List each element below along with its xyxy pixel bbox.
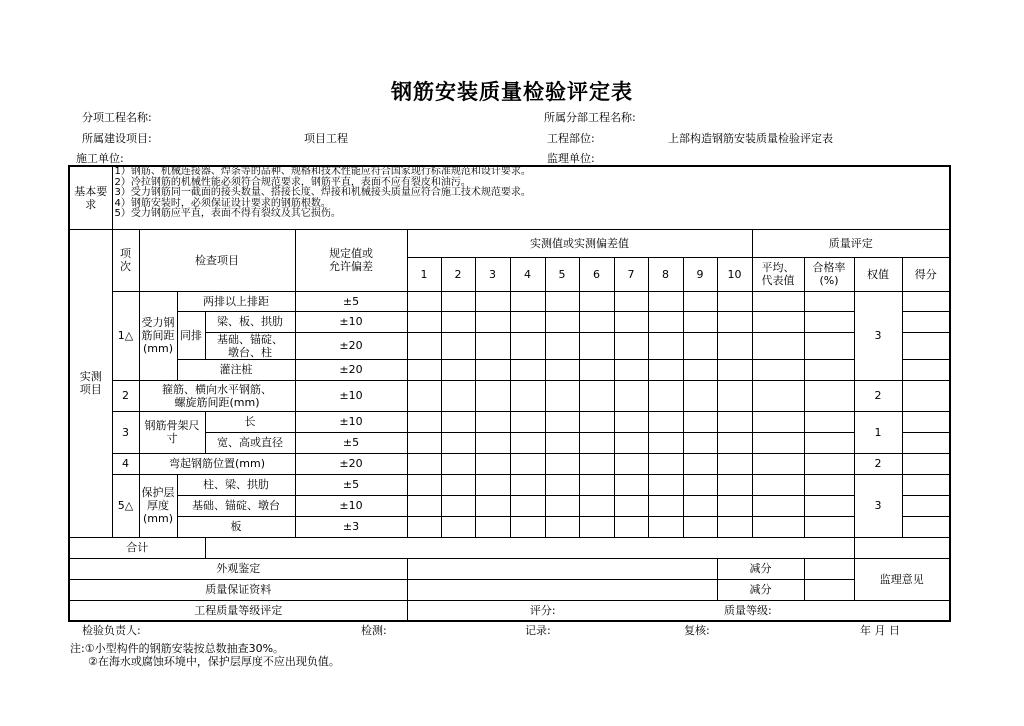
cell[interactable]: [902, 411, 950, 432]
item-1b-tolerance: ±10: [295, 311, 407, 332]
cell[interactable]: [475, 474, 510, 495]
requirement-4: 4）钢筋安装时，必须保证设计要求的钢筋根数。: [114, 197, 331, 209]
cell[interactable]: [579, 291, 614, 311]
cell[interactable]: [804, 516, 854, 537]
cell[interactable]: [804, 291, 854, 311]
cell[interactable]: [717, 332, 752, 359]
same-row-label: 同排: [177, 311, 205, 359]
cell[interactable]: [510, 411, 545, 432]
cell[interactable]: [683, 495, 717, 516]
requirement-2: 2）冷拉钢筋的机械性能必须符合规范要求，钢筋平直，表面不应有裂皮和油污。: [114, 176, 471, 188]
cell[interactable]: [579, 453, 614, 474]
supervision-label: 监理意见: [854, 558, 950, 600]
cell[interactable]: [717, 474, 752, 495]
cell[interactable]: [475, 432, 510, 453]
grade-label: 质量等级:: [724, 603, 772, 617]
cell[interactable]: [804, 359, 854, 380]
cell[interactable]: [614, 411, 648, 432]
cell[interactable]: [510, 453, 545, 474]
average-header: 平均、 代表值: [752, 257, 804, 291]
cell[interactable]: [683, 359, 717, 380]
item-1d-label: 灌注桩: [177, 359, 295, 380]
cell[interactable]: [648, 474, 683, 495]
cell[interactable]: [902, 291, 950, 311]
quality-docs-value[interactable]: [407, 579, 717, 600]
note-2: ②在海水或腐蚀环境中，保护层厚度不应出现负值。: [88, 655, 340, 668]
item-1a-tolerance: ±5: [295, 291, 407, 311]
contractor-label: 施工单位:: [76, 152, 124, 165]
cell[interactable]: [614, 453, 648, 474]
cell[interactable]: [475, 411, 510, 432]
measure-col-5: 5: [545, 257, 579, 291]
item-no-header: 项 次: [112, 229, 139, 291]
inspector-label: 检验负责人:: [82, 624, 141, 637]
item-5a-label: 柱、梁、拱肋: [177, 474, 295, 495]
item-4-weight: 2: [854, 453, 902, 474]
cell[interactable]: [579, 474, 614, 495]
measured-values-header: 实测值或实测偏差值: [407, 229, 752, 257]
cell[interactable]: [902, 495, 950, 516]
sub-project-label: 分项工程名称:: [82, 111, 152, 124]
score-label: 评分:: [529, 603, 556, 617]
note-1: 注:①小型构件的钢筋安装按总数抽查30%。: [70, 642, 285, 655]
cell[interactable]: [475, 359, 510, 380]
cell[interactable]: [407, 380, 441, 411]
basic-requirements-label: 基本要求: [69, 166, 112, 229]
cell[interactable]: [545, 495, 579, 516]
measure-col-6: 6: [579, 257, 614, 291]
cell[interactable]: [441, 332, 475, 359]
cell[interactable]: [441, 474, 475, 495]
cell[interactable]: [614, 332, 648, 359]
cell[interactable]: [902, 311, 950, 332]
cell[interactable]: [441, 411, 475, 432]
cell[interactable]: [441, 516, 475, 537]
cell[interactable]: [475, 516, 510, 537]
cell[interactable]: [545, 432, 579, 453]
cell[interactable]: [683, 311, 717, 332]
cell[interactable]: [752, 380, 804, 411]
cell[interactable]: [614, 495, 648, 516]
cell[interactable]: [717, 495, 752, 516]
cell[interactable]: [510, 380, 545, 411]
cell[interactable]: [614, 359, 648, 380]
item-2-no: 2: [112, 380, 139, 411]
item-3b-tolerance: ±5: [295, 432, 407, 453]
cell[interactable]: [545, 453, 579, 474]
measure-col-4: 4: [510, 257, 545, 291]
pass-rate-header: 合格率 (%): [804, 257, 854, 291]
cell[interactable]: [407, 432, 441, 453]
quality-assessment-header: 质量评定: [752, 229, 950, 257]
cell[interactable]: [579, 516, 614, 537]
cell[interactable]: [545, 380, 579, 411]
cell[interactable]: [510, 432, 545, 453]
item-3-weight: 1: [854, 411, 902, 453]
cell[interactable]: [648, 411, 683, 432]
cell[interactable]: [441, 311, 475, 332]
cell[interactable]: [579, 332, 614, 359]
item-5a-tolerance: ±5: [295, 474, 407, 495]
requirement-3: 3）受力钢筋同一截面的接头数量、搭接长度、焊接和机械接头质量应符合施工技术规范要求。: [114, 187, 531, 198]
cell[interactable]: [683, 453, 717, 474]
item-1-group: 受力钢 筋间距 (mm): [139, 291, 177, 380]
cell[interactable]: [683, 474, 717, 495]
cell[interactable]: [804, 474, 854, 495]
cell[interactable]: [683, 332, 717, 359]
cell[interactable]: [579, 432, 614, 453]
cell[interactable]: [648, 311, 683, 332]
item-5-no: 5△: [112, 474, 139, 537]
grade-evaluation-label: 工程质量等级评定: [69, 600, 407, 621]
cell[interactable]: [545, 291, 579, 311]
cell[interactable]: [545, 332, 579, 359]
item-1c-tolerance: ±20: [295, 332, 407, 359]
total-label: 合计: [69, 537, 205, 558]
measure-col-2: 2: [441, 257, 475, 291]
cell[interactable]: [475, 380, 510, 411]
cell[interactable]: [407, 332, 441, 359]
item-2-tolerance: ±10: [295, 380, 407, 411]
cell[interactable]: [648, 453, 683, 474]
cell[interactable]: [441, 495, 475, 516]
cell[interactable]: [614, 474, 648, 495]
reviewer-label: 复核:: [684, 624, 710, 637]
cell[interactable]: [804, 432, 854, 453]
construction-project-value: 项目工程: [304, 132, 348, 145]
cell[interactable]: [510, 474, 545, 495]
cell[interactable]: [441, 380, 475, 411]
measure-col-10: 10: [717, 257, 752, 291]
total-cell[interactable]: [205, 537, 854, 558]
cell[interactable]: [752, 453, 804, 474]
tolerance-header: 规定值或 允许偏差: [295, 229, 407, 291]
cell[interactable]: [407, 516, 441, 537]
cell[interactable]: [752, 495, 804, 516]
cell[interactable]: [683, 380, 717, 411]
item-1-no: 1△: [112, 291, 139, 380]
recorder-label: 记录:: [525, 624, 551, 637]
location-value: 上部构造钢筋安装质量检验评定表: [668, 132, 833, 145]
cell[interactable]: [752, 359, 804, 380]
cell[interactable]: [648, 332, 683, 359]
item-5c-tolerance: ±3: [295, 516, 407, 537]
cell[interactable]: [752, 291, 804, 311]
cell[interactable]: [648, 495, 683, 516]
cell[interactable]: [752, 332, 804, 359]
cell[interactable]: [683, 291, 717, 311]
cell[interactable]: [510, 311, 545, 332]
item-1d-tolerance: ±20: [295, 359, 407, 380]
cell[interactable]: [648, 516, 683, 537]
cell[interactable]: [752, 432, 804, 453]
measure-col-7: 7: [614, 257, 648, 291]
measure-col-9: 9: [683, 257, 717, 291]
cell[interactable]: [752, 516, 804, 537]
cell[interactable]: [804, 411, 854, 432]
cell[interactable]: [804, 332, 854, 359]
cell[interactable]: [510, 495, 545, 516]
measured-items-label: 实测 项目: [69, 229, 112, 537]
tester-label: 检测:: [361, 624, 387, 637]
cell[interactable]: [545, 311, 579, 332]
cell[interactable]: [717, 359, 752, 380]
deduct-2-value[interactable]: [804, 579, 854, 600]
measure-col-8: 8: [648, 257, 683, 291]
appearance-label: 外观鉴定: [69, 558, 407, 579]
cell[interactable]: [648, 380, 683, 411]
item-3-no: 3: [112, 411, 139, 453]
deduct-1-label: 减分: [717, 558, 804, 579]
cell[interactable]: [614, 380, 648, 411]
cell[interactable]: [407, 453, 441, 474]
cell[interactable]: [579, 359, 614, 380]
check-item-header: 检查项目: [139, 229, 295, 291]
cell[interactable]: [579, 311, 614, 332]
cell[interactable]: [475, 332, 510, 359]
item-1a-label: 两排以上排距: [177, 291, 295, 311]
cell[interactable]: [683, 411, 717, 432]
cell[interactable]: [614, 516, 648, 537]
item-3a-label: 长: [205, 411, 295, 432]
cell[interactable]: [717, 432, 752, 453]
cell[interactable]: [717, 516, 752, 537]
cell[interactable]: [510, 516, 545, 537]
construction-project-label: 所属建设项目:: [82, 132, 152, 145]
cell[interactable]: [614, 291, 648, 311]
cell[interactable]: [804, 311, 854, 332]
grade-evaluation-value[interactable]: [407, 600, 950, 621]
item-5-weight: 3: [854, 474, 902, 537]
item-1-weight: 3: [854, 291, 902, 380]
cell[interactable]: [902, 516, 950, 537]
cell[interactable]: [579, 495, 614, 516]
location-label: 工程部位:: [547, 132, 595, 145]
item-1c-label: 基础、锚碇、 墩台、柱: [205, 332, 295, 359]
supervisor-label: 监理单位:: [547, 152, 595, 165]
cell[interactable]: [545, 474, 579, 495]
cell[interactable]: [804, 495, 854, 516]
item-3b-label: 宽、高或直径: [205, 432, 295, 453]
cell[interactable]: [648, 432, 683, 453]
item-5b-tolerance: ±10: [295, 495, 407, 516]
deduct-2-label: 减分: [717, 579, 804, 600]
weight-header: 权值: [854, 257, 902, 291]
cell[interactable]: [804, 380, 854, 411]
cell[interactable]: [804, 453, 854, 474]
cell[interactable]: [407, 359, 441, 380]
date-label: 年 月 日: [860, 624, 900, 637]
cell[interactable]: [717, 411, 752, 432]
cell[interactable]: [752, 474, 804, 495]
cell[interactable]: [752, 411, 804, 432]
item-4-no: 4: [112, 453, 139, 474]
cell[interactable]: [475, 311, 510, 332]
item-4-tolerance: ±20: [295, 453, 407, 474]
cell[interactable]: [441, 291, 475, 311]
cell[interactable]: [407, 311, 441, 332]
cell[interactable]: [441, 453, 475, 474]
parent-project-label: 所属分部工程名称:: [544, 111, 636, 124]
item-5-group: 保护层 厚度 (mm): [139, 474, 177, 537]
basic-requirements-text: [112, 166, 950, 229]
cell[interactable]: [510, 332, 545, 359]
quality-docs-label: 质量保证资料: [69, 579, 407, 600]
cell[interactable]: [407, 291, 441, 311]
item-5c-label: 板: [177, 516, 295, 537]
item-3-group: 钢筋骨架尺寸: [139, 411, 205, 453]
cell[interactable]: [717, 311, 752, 332]
cell[interactable]: [614, 311, 648, 332]
cell[interactable]: [475, 495, 510, 516]
cell[interactable]: [683, 516, 717, 537]
item-3a-tolerance: ±10: [295, 411, 407, 432]
cell[interactable]: [902, 453, 950, 474]
inspection-form-table: [68, 165, 951, 622]
item-5b-label: 基础、锚碇、墩台: [177, 495, 295, 516]
measure-col-1: 1: [407, 257, 441, 291]
appearance-value[interactable]: [407, 558, 717, 579]
cell[interactable]: [510, 359, 545, 380]
cell[interactable]: [441, 359, 475, 380]
item-2-weight: 2: [854, 380, 902, 411]
cell[interactable]: [902, 474, 950, 495]
cell[interactable]: [407, 474, 441, 495]
score-header: 得分: [902, 257, 950, 291]
cell[interactable]: [407, 411, 441, 432]
cell[interactable]: [475, 291, 510, 311]
cell[interactable]: [407, 495, 441, 516]
cell[interactable]: [510, 291, 545, 311]
item-1b-label: 梁、板、拱肋: [205, 311, 295, 332]
cell[interactable]: [902, 359, 950, 380]
cell[interactable]: [579, 411, 614, 432]
measure-col-3: 3: [475, 257, 510, 291]
cell[interactable]: [545, 411, 579, 432]
cell[interactable]: [475, 453, 510, 474]
item-4-label: 弯起钢筋位置(mm): [139, 453, 295, 474]
page-title: 钢筋安装质量检验评定表: [391, 80, 633, 104]
cell[interactable]: [902, 380, 950, 411]
cell[interactable]: [717, 453, 752, 474]
cell[interactable]: [752, 311, 804, 332]
deduct-1-value[interactable]: [804, 558, 854, 579]
requirement-1: 1）钢筋、机械连接器、焊条等的品种、规格和技术性能应符合国家现行标准规范和设计要求。: [114, 166, 531, 177]
item-2-label: 箍筋、横向水平钢筋、 螺旋筋间距(mm): [139, 380, 295, 411]
requirement-5: 5）受力钢筋应平直，表面不得有裂纹及其它损伤。: [114, 208, 341, 219]
cell[interactable]: [648, 291, 683, 311]
cell[interactable]: [717, 380, 752, 411]
cell[interactable]: [614, 432, 648, 453]
cell[interactable]: [902, 332, 950, 359]
cell[interactable]: [902, 432, 950, 453]
cell[interactable]: [717, 291, 752, 311]
cell[interactable]: [648, 359, 683, 380]
cell[interactable]: [683, 432, 717, 453]
cell[interactable]: [579, 380, 614, 411]
cell[interactable]: [545, 359, 579, 380]
cell[interactable]: [441, 432, 475, 453]
cell[interactable]: [545, 516, 579, 537]
